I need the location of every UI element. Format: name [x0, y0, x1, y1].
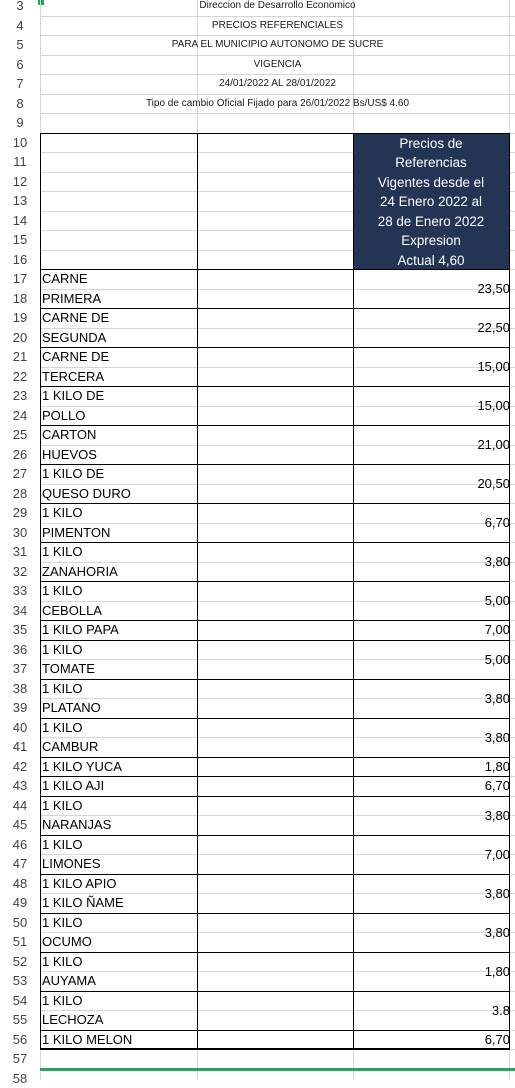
- row-number[interactable]: 38: [0, 679, 40, 699]
- row-number[interactable]: 53: [0, 971, 40, 991]
- row-number[interactable]: 35: [0, 620, 40, 640]
- row-number[interactable]: 17: [0, 269, 40, 289]
- row-number[interactable]: 34: [0, 601, 40, 621]
- row-number[interactable]: 45: [0, 815, 40, 835]
- row-number[interactable]: 51: [0, 932, 40, 952]
- sheet-active-bar: [40, 1068, 515, 1071]
- item-name[interactable]: 1 KILO: [42, 913, 82, 933]
- item-name[interactable]: HUEVOS: [42, 445, 97, 465]
- item-price[interactable]: 3,80: [353, 874, 510, 913]
- item-name[interactable]: 1 KILO: [42, 952, 82, 972]
- row-number[interactable]: 42: [0, 757, 40, 777]
- price-header-line: 24 Enero 2022 al: [353, 192, 509, 212]
- price-header-line: Referencias: [353, 153, 509, 173]
- item-price[interactable]: 21,00: [353, 425, 510, 464]
- row-number[interactable]: 49: [0, 893, 40, 913]
- row-number[interactable]: 12: [0, 172, 40, 192]
- row-number[interactable]: 26: [0, 445, 40, 465]
- row-number[interactable]: 18: [0, 289, 40, 309]
- item-price[interactable]: 6,70: [353, 503, 510, 542]
- item-price[interactable]: 3,80: [353, 542, 510, 581]
- item-name[interactable]: 1 KILO: [42, 503, 82, 523]
- item-name[interactable]: POLLO: [42, 406, 85, 426]
- item-price[interactable]: 15,00: [353, 347, 510, 386]
- item-price[interactable]: 7,00: [353, 835, 510, 874]
- item-name[interactable]: CAMBUR: [42, 737, 98, 757]
- table-border-top: [40, 133, 510, 134]
- row-number[interactable]: 5: [0, 35, 40, 55]
- item-name[interactable]: LIMONES: [42, 854, 101, 874]
- row-number[interactable]: 48: [0, 874, 40, 894]
- row-number[interactable]: 31: [0, 542, 40, 562]
- row-number[interactable]: 13: [0, 191, 40, 211]
- row-number[interactable]: 44: [0, 796, 40, 816]
- row-number[interactable]: 50: [0, 913, 40, 933]
- row-number[interactable]: 39: [0, 698, 40, 718]
- item-name[interactable]: ZANAHORIA: [42, 562, 118, 582]
- row-number[interactable]: 15: [0, 230, 40, 250]
- row-number[interactable]: 57: [0, 1049, 40, 1069]
- item-name[interactable]: 1 KILO DE: [42, 464, 104, 484]
- price-header-line: Precios de: [353, 134, 509, 154]
- row-number[interactable]: 36: [0, 640, 40, 660]
- header-line2: PRECIOS REFERENCIALES: [40, 16, 515, 36]
- item-price[interactable]: 3.8: [353, 991, 510, 1030]
- row-number[interactable]: 23: [0, 386, 40, 406]
- item-name[interactable]: TERCERA: [42, 367, 104, 387]
- item-name[interactable]: 1 KILO: [42, 640, 82, 660]
- row-number[interactable]: 56: [0, 1030, 40, 1050]
- price-header-line: Vigentes desde el: [353, 173, 509, 193]
- item-price[interactable]: 1,80: [353, 757, 510, 777]
- item-name[interactable]: 1 KILO: [42, 718, 82, 738]
- item-name[interactable]: 1 KILO ÑAME: [42, 893, 124, 913]
- row-number[interactable]: 7: [0, 74, 40, 94]
- item-price[interactable]: 3,80: [353, 913, 510, 952]
- item-name[interactable]: 1 KILO: [42, 679, 82, 699]
- item-price[interactable]: 3,80: [353, 679, 510, 718]
- header-line6: Tipo de cambio Oficial Fijado para 26/01/2022 Bs/US$ 4.60: [40, 94, 515, 114]
- item-price[interactable]: 5,00: [353, 640, 510, 679]
- row-number[interactable]: 41: [0, 737, 40, 757]
- item-price[interactable]: 15,00: [353, 386, 510, 425]
- item-name[interactable]: TOMATE: [42, 659, 95, 679]
- item-price[interactable]: 3,80: [353, 796, 510, 835]
- price-header-line: Expresion: [353, 231, 509, 251]
- item-price[interactable]: 6,70: [353, 776, 510, 796]
- item-price[interactable]: 22,50: [353, 308, 510, 347]
- row-number[interactable]: 58: [0, 1069, 40, 1088]
- item-name[interactable]: 1 KILO: [42, 835, 82, 855]
- price-header-cell: [353, 134, 509, 270]
- row-number[interactable]: 24: [0, 406, 40, 426]
- row-number[interactable]: 30: [0, 523, 40, 543]
- item-name[interactable]: CARNE DE: [42, 347, 109, 367]
- row-number[interactable]: 43: [0, 776, 40, 796]
- item-name[interactable]: CARNE DE: [42, 308, 109, 328]
- row-number[interactable]: 46: [0, 835, 40, 855]
- item-name[interactable]: CARNE: [42, 269, 88, 289]
- row-number[interactable]: 52: [0, 952, 40, 972]
- row-number[interactable]: 47: [0, 854, 40, 874]
- item-name[interactable]: PIMENTON: [42, 523, 110, 543]
- row-number[interactable]: 11: [0, 152, 40, 172]
- row-number[interactable]: 54: [0, 991, 40, 1011]
- item-name[interactable]: 1 KILO YUCA: [42, 757, 122, 777]
- row-number[interactable]: 32: [0, 562, 40, 582]
- item-price[interactable]: 20,50: [353, 464, 510, 503]
- row-number[interactable]: 14: [0, 211, 40, 231]
- item-name[interactable]: NARANJAS: [42, 815, 111, 835]
- item-name[interactable]: CARTON: [42, 425, 96, 445]
- item-name[interactable]: 1 KILO DE: [42, 386, 104, 406]
- item-name[interactable]: PRIMERA: [42, 289, 101, 309]
- row-number[interactable]: 3: [0, 0, 40, 16]
- item-price[interactable]: 3,80: [353, 718, 510, 757]
- item-name[interactable]: OCUMO: [42, 932, 92, 952]
- item-name[interactable]: 1 KILO: [42, 991, 82, 1011]
- header-line4: VIGENCIA: [40, 55, 515, 75]
- item-name[interactable]: CEBOLLA: [42, 601, 102, 621]
- price-header-line: 28 de Enero 2022: [353, 212, 509, 232]
- row-number[interactable]: 55: [0, 1010, 40, 1030]
- row-number[interactable]: 20: [0, 328, 40, 348]
- item-name[interactable]: 1 KILO MELON: [42, 1030, 132, 1050]
- row-number[interactable]: 27: [0, 464, 40, 484]
- item-price[interactable]: 23,50: [353, 269, 510, 308]
- row-number[interactable]: 29: [0, 503, 40, 523]
- row-number[interactable]: 16: [0, 250, 40, 270]
- item-name[interactable]: 1 KILO APIO: [42, 874, 116, 894]
- item-price[interactable]: 7,00: [353, 620, 510, 640]
- row-number[interactable]: 37: [0, 659, 40, 679]
- row-number[interactable]: 8: [0, 94, 40, 114]
- item-price[interactable]: 6,70: [353, 1030, 510, 1050]
- price-header-line: Actual 4,60: [353, 251, 509, 271]
- row-number[interactable]: 4: [0, 16, 40, 36]
- item-name[interactable]: 1 KILO PAPA: [42, 620, 119, 640]
- item-name[interactable]: LECHOZA: [42, 1010, 103, 1030]
- item-name[interactable]: PLATANO: [42, 698, 101, 718]
- table-border-bottom: [40, 1048, 510, 1050]
- row-number[interactable]: 6: [0, 55, 40, 75]
- item-name[interactable]: 1 KILO: [42, 796, 82, 816]
- row-number[interactable]: 10: [0, 133, 40, 153]
- row-number[interactable]: 28: [0, 484, 40, 504]
- item-name[interactable]: 1 KILO: [42, 581, 82, 601]
- item-price[interactable]: 1,80: [353, 952, 510, 991]
- grid-row-line: [40, 113, 515, 114]
- item-name[interactable]: 1 KILO AJI: [42, 776, 104, 796]
- header-line1: Direccion de Desarrollo Economico: [40, 0, 515, 16]
- item-name[interactable]: SEGUNDA: [42, 328, 106, 348]
- item-name[interactable]: 1 KILO: [42, 542, 82, 562]
- row-number[interactable]: 40: [0, 718, 40, 738]
- header-line3: PARA EL MUNICIPIO AUTONOMO DE SUCRE: [40, 35, 515, 55]
- item-price[interactable]: 5,00: [353, 581, 510, 620]
- row-number[interactable]: 19: [0, 308, 40, 328]
- item-name[interactable]: QUESO DURO: [42, 484, 131, 504]
- row-number[interactable]: 21: [0, 347, 40, 367]
- row-number[interactable]: 22: [0, 367, 40, 387]
- row-number[interactable]: 33: [0, 581, 40, 601]
- item-name[interactable]: AUYAMA: [42, 971, 96, 991]
- row-number[interactable]: 9: [0, 113, 40, 133]
- row-number[interactable]: 25: [0, 425, 40, 445]
- header-line5: 24/01/2022 AL 28/01/2022: [40, 74, 515, 94]
